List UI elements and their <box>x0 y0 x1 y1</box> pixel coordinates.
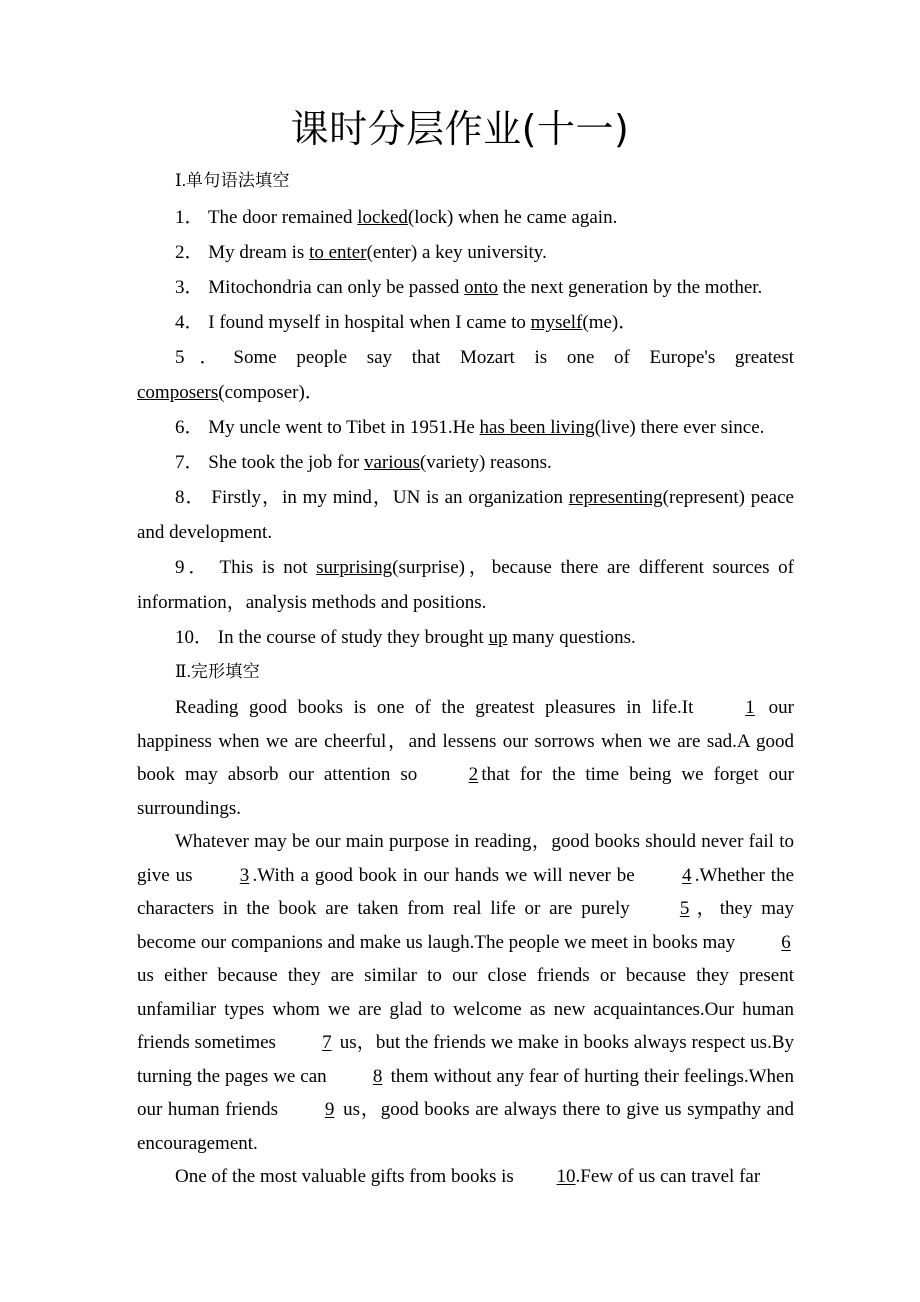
cloze-text: Reading good books is one of the greatest pleasures in life.It <box>175 697 705 718</box>
item-text-before-answer: My uncle went to Tibet in 1951.He <box>208 417 480 438</box>
cloze-blank[interactable]: 6 <box>781 931 791 953</box>
item-answer: surprising <box>316 557 393 578</box>
item-answer: locked <box>357 207 408 228</box>
section-heading-2 <box>137 659 794 685</box>
item-text-after-answer: (variety) reasons. <box>419 452 552 473</box>
section-numeral: Ⅱ <box>175 662 187 681</box>
cloze-blank[interactable]: 3 <box>239 864 250 886</box>
grammar-item <box>137 200 794 235</box>
page-title: 课时分层作业(十一) <box>290 107 630 151</box>
document-body <box>137 168 794 1194</box>
cloze-text: them without any fear of hurting their feelings.When our human friends <box>137 1065 794 1120</box>
item-answer: onto <box>464 277 498 298</box>
grammar-item <box>137 410 794 445</box>
grammar-item <box>137 270 794 305</box>
cloze-text: that for the time being we forget our surroundings. <box>137 764 794 819</box>
item-number: 10． <box>175 627 214 648</box>
item-answer: has been living <box>479 417 595 438</box>
item-text-before-answer: Mitochondria can only be passed <box>208 277 465 298</box>
cloze-text: us，but the friends we make in books always respect us.By turning the pages we can <box>137 1032 794 1087</box>
grammar-fill-in-blank-list <box>137 200 794 655</box>
grammar-item <box>137 445 794 480</box>
grammar-item <box>137 620 794 655</box>
grammar-item <box>137 480 794 550</box>
item-answer: representing <box>568 487 663 508</box>
grammar-item <box>137 305 794 340</box>
cloze-blank[interactable]: 7 <box>322 1032 332 1053</box>
cloze-text: us either because they are similar to our close friends or because they present unfamiliar types whom we are glad to welcome as new acquaintances.Our human friends sometimes <box>137 965 794 1053</box>
cloze-paragraph <box>137 691 794 825</box>
cloze-text: our happiness when we are cheerful，and lessens our sorrows when we are sad.A good book may absorb our attention so <box>137 697 794 785</box>
cloze-paragraph <box>137 1160 794 1194</box>
item-text-after-answer: (me)． <box>582 312 638 333</box>
section-dot: . <box>186 662 191 681</box>
item-text-after-answer: (live) there ever since. <box>594 417 765 438</box>
item-number: 7． <box>175 452 204 473</box>
item-number: 6． <box>175 417 204 438</box>
item-number-gap <box>211 557 219 578</box>
cloze-text: us，good books are always there to give us sympathy and encouragement. <box>137 1099 794 1154</box>
item-answer: up <box>488 627 508 648</box>
item-text-after-answer: (lock) when he came again. <box>407 207 618 228</box>
item-text-after-answer: many questions. <box>507 627 636 648</box>
item-text-before-answer: Some people say that Mozart is one of Europe's greatest <box>233 347 794 368</box>
cloze-blank[interactable]: 5 <box>679 898 690 919</box>
item-number: 2． <box>175 242 204 263</box>
item-text-before-answer: I found myself in hospital when I came to <box>208 312 531 333</box>
item-answer: myself <box>530 312 583 333</box>
item-text-before-answer: The door remained <box>207 207 358 228</box>
item-number: 1． <box>175 207 204 228</box>
cloze-blank[interactable]: 4 <box>681 864 692 886</box>
section-numeral: Ⅰ <box>175 171 182 190</box>
cloze-passage <box>137 691 794 1194</box>
item-number: 9． <box>175 557 212 578</box>
grammar-item <box>137 235 794 270</box>
item-text-before-answer: In the course of study they brought <box>217 627 489 648</box>
item-text-after-answer: the next generation by the mother. <box>497 277 763 298</box>
item-text-before-answer: My dream is <box>208 242 310 263</box>
item-answer: various <box>363 452 420 473</box>
cloze-text: .With a good book in our hands we will never be <box>252 864 641 886</box>
section-heading-1 <box>137 168 794 194</box>
cloze-blank[interactable]: 1 <box>745 697 755 718</box>
item-text-after-answer: (enter) a key university. <box>366 242 547 263</box>
cloze-text: ，they may become our companions and make us laugh.The people we meet in books may <box>137 898 794 953</box>
item-text-before-answer: She took the job for <box>208 452 364 473</box>
cloze-blank[interactable]: 8 <box>372 1065 383 1087</box>
section-title-text: 完形填空 <box>190 662 261 682</box>
section-title-text: 单句语法填空 <box>185 171 290 191</box>
cloze-blank[interactable]: 9 <box>324 1099 335 1120</box>
cloze-text: One of the most valuable gifts from books is <box>175 1166 519 1187</box>
item-number: 4． <box>175 312 204 333</box>
cloze-paragraph <box>137 825 794 1160</box>
item-number: 3． <box>175 277 204 298</box>
grammar-item <box>137 340 794 410</box>
item-number: 8． <box>175 487 206 508</box>
cloze-blank[interactable]: 2 <box>468 764 479 785</box>
item-text-before-answer: Firstly，in my mind，UN is an organization <box>211 487 569 508</box>
cloze-text: .Few of us can travel far <box>575 1166 761 1187</box>
item-text-after-answer: (composer)． <box>218 382 324 403</box>
cloze-text: .Whether the characters in the book are taken from real life or are purely <box>137 864 795 919</box>
item-text-after-answer: (represent) peace and development. <box>137 487 794 543</box>
section-dot: . <box>181 171 186 190</box>
cloze-text: Whatever may be our main purpose in reading，good books should never fail to give us <box>137 831 794 886</box>
item-answer: to enter <box>309 242 367 263</box>
item-text-after-answer: (surprise)，because there are different sources of information，analysis methods and positions. <box>137 557 794 613</box>
item-number: 5． <box>175 347 234 368</box>
item-answer: composers <box>137 382 219 403</box>
item-text-before-answer: This is not <box>219 557 317 578</box>
grammar-item <box>137 550 794 620</box>
cloze-blank[interactable]: 10 <box>556 1166 576 1187</box>
